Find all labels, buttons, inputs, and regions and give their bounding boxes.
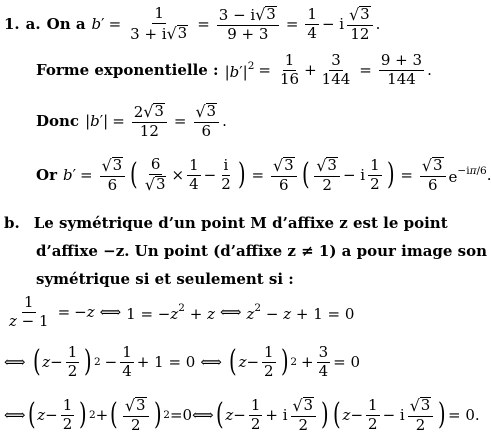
- part-b-label: b.: [4, 213, 20, 232]
- part-b-line-2: [36, 241, 487, 261]
- part-b-text-2: d’affixe −z. Un point (d’affixe z ≠ 1) a pour image son: [36, 241, 488, 260]
- part-b-text-1: Le symétrique d’un point M d’affixe z est le point: [33, 213, 448, 232]
- eq-line-4: Or b ′ = √ 3 6 ( 6 √ 3 × $\frac{1}{4}$ − $\frac{i}{2}$ ) = √ 3 6 ( √ 3 2 − i $\frac{1}{2}$ ) = √ 3 6 $e^{-i\pi/6}$ .: [36, 154, 491, 194]
- eq-line-2: Forme exponentielle : $|b'|^2$ = $\frac{1}{16}$ + $\frac{3}{144}$ = $\frac{9 + 3}{144}$ .: [36, 50, 432, 88]
- part-a-label: a.: [25, 14, 41, 33]
- eq-line-7: ⟺ ( z − $\frac{1}{2}$ ) 2 + ( √ 3 2 ) 2 =0 ⟺ ( z − $\frac{1}{2}$ + i √ 3 2 ) ( z − $\frac{1}{2}$ − i √ 3 2 ) = 0.: [4, 395, 480, 434]
- part-b-line-1: [4, 213, 448, 233]
- part-b-text-3: symétrique si et seulement si :: [36, 269, 294, 288]
- question-number: 1.: [4, 14, 20, 33]
- eq-line-1: 1. a. On a b ′ = 1 3 + i √ 3 = 3 − i √ 3 9 + 3 = $\frac{1}{4}$ − i √ 3 12 .: [4, 3, 381, 43]
- part-b-line-3: [36, 269, 294, 289]
- forme-label: Forme exponentielle :: [36, 60, 219, 79]
- donc-label: Donc: [36, 111, 80, 130]
- on-a-text: On a: [46, 14, 86, 33]
- or-label: Or: [36, 165, 57, 184]
- eq-line-5: $\frac{1}{z - 1}$ = −z ⟺ $1 = -z^2 + z$ ⟺ $z^2 - z + 1 = 0$: [9, 292, 355, 330]
- eq-line-3: Donc |b′| = 2 √ 3 12 = √ 3 6 .: [36, 101, 227, 140]
- eq-line-6: ⟺ ( z − $\frac{1}{2}$ ) 2 − $\frac{1}{4}$ + 1 = 0 ⟺ ( z − $\frac{1}{2}$ ) 2 + $\frac{3}{4}$ = 0: [4, 342, 361, 380]
- fraction: 1 3 + i √ 3: [130, 3, 188, 43]
